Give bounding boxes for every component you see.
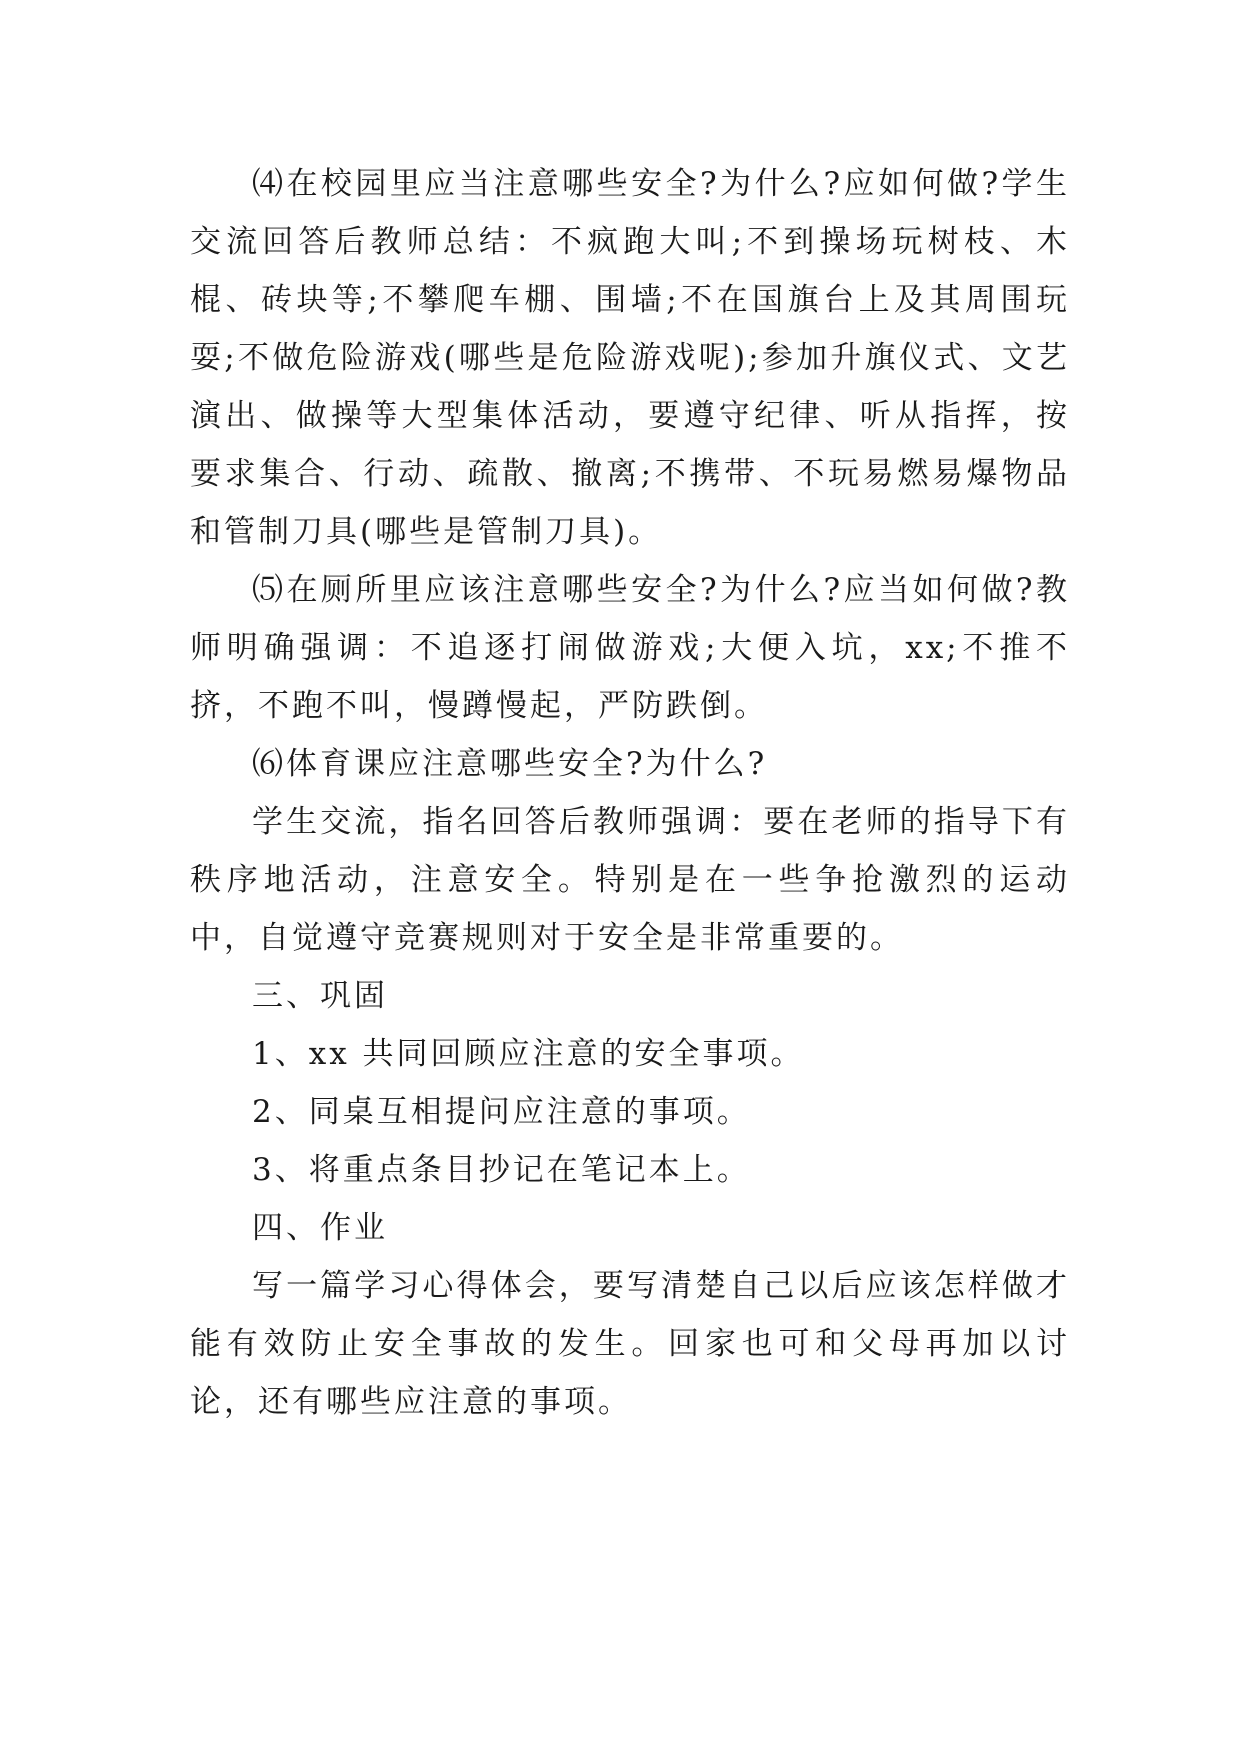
list-item-peer-questions: 2、同桌互相提问应注意的事项。 (252, 1094, 751, 1130)
list-item-notes: 3、将重点条目抄记在笔记本上。 (252, 1152, 751, 1188)
section-heading-consolidate: 三、巩固 (252, 978, 388, 1014)
paragraph-pe-answer: 学生交流，指名回答后教师强调：要在老师的指导下有秩序地活动，注意安全。特别是在一些争抢激烈的运动中，自觉遵守竞赛规则对于安全是非常重要的。 (190, 804, 1070, 956)
paragraph-restroom-safety: ⑸在厕所里应该注意哪些安全?为什么?应当如何做?教师明确强调：不追逐打闹做游戏;大便入坑，xx;不推不挤，不跑不叫，慢蹲慢起，严防跌倒。 (190, 572, 1070, 724)
section-heading-homework: 四、作业 (252, 1210, 388, 1246)
paragraph-campus-safety: ⑷在校园里应当注意哪些安全?为什么?应如何做?学生交流回答后教师总结：不疯跑大叫;不到操场玩树枝、木棍、砖块等;不攀爬车棚、围墙;不在国旗台上及其周围玩耍;不做危险游戏(哪些是危险游戏呢);参加升旗仪式、文艺演出、做操等大型集体活动，要遵守纪律、听从指挥，按要求集合、行动、疏散、撤离;不携带、不玩易燃易爆物品和管制刀具(哪些是管制刀具)。 (190, 166, 1070, 550)
paragraph-homework: 写一篇学习心得体会，要写清楚自己以后应该怎样做才能有效防止安全事故的发生。回家也可和父母再加以讨论，还有哪些应注意的事项。 (190, 1268, 1070, 1420)
list-item-review: 1、xx 共同回顾应注意的安全事项。 (252, 1036, 805, 1072)
document-body (190, 155, 1070, 1431)
paragraph-pe-question: ⑹体育课应注意哪些安全?为什么? (252, 746, 768, 782)
